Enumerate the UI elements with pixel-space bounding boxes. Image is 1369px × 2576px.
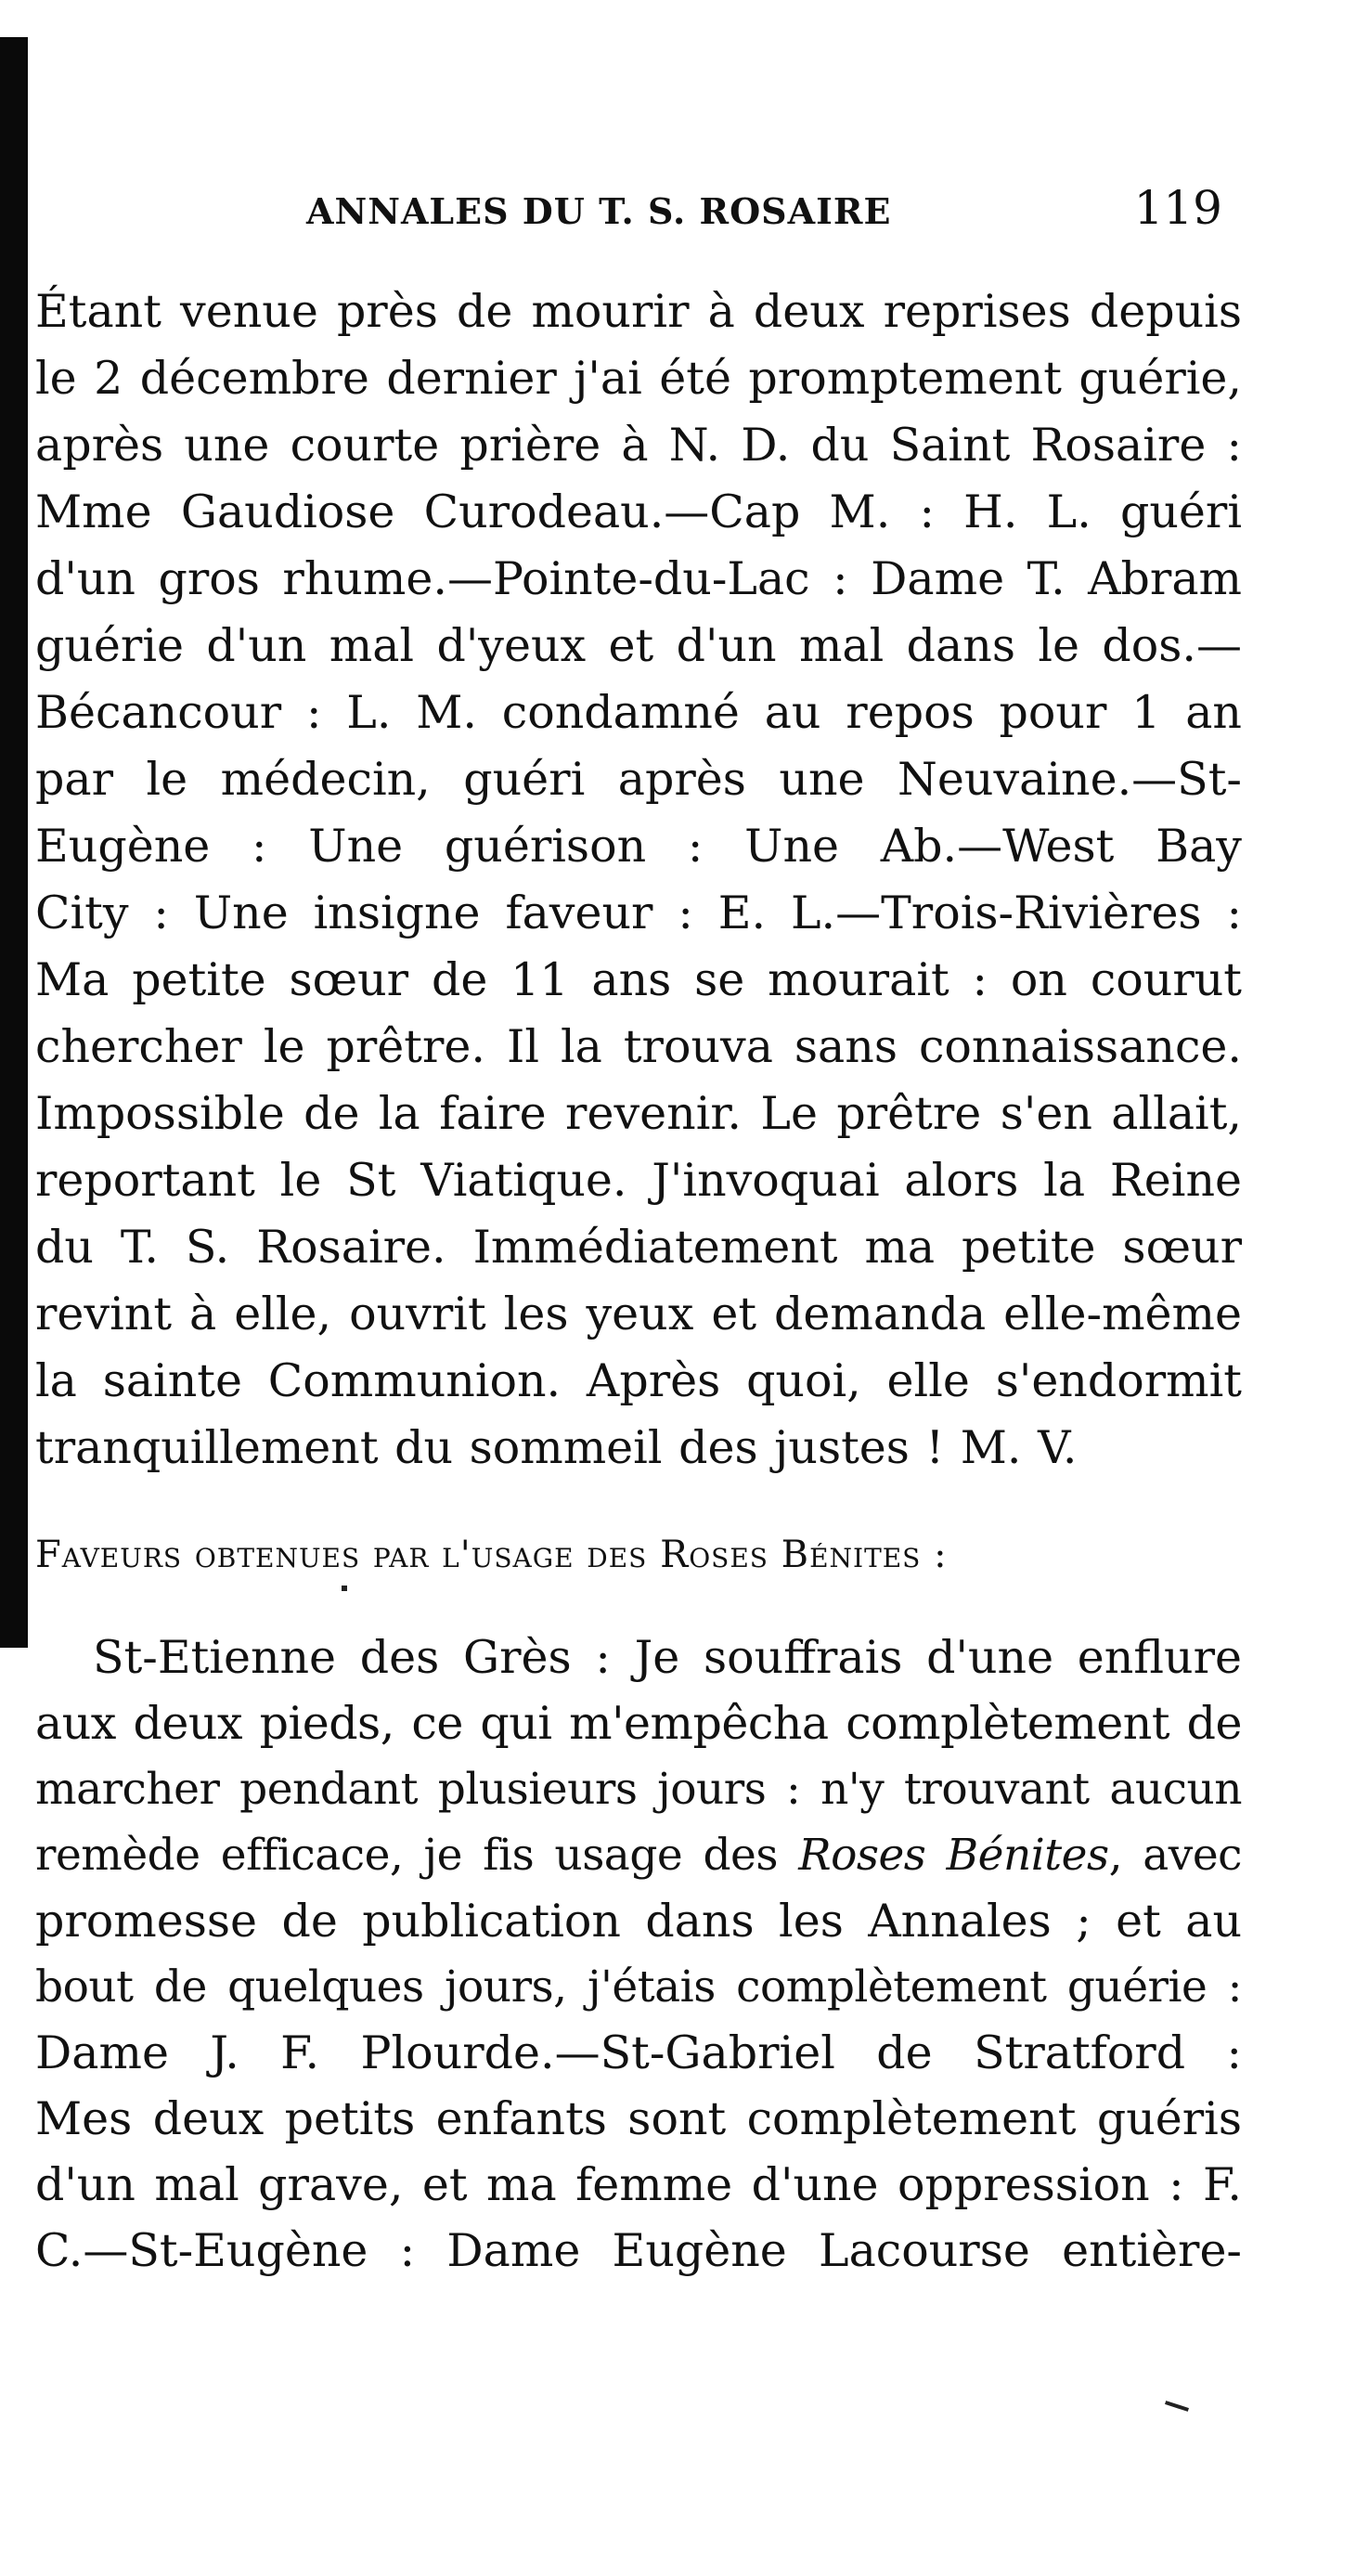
paragraph-roses-benites — [35, 1625, 1242, 2284]
text-line: St-Etienne des Grès : Je souffrais d'une enflure — [93, 1631, 1242, 1684]
page-number: 119 — [1133, 181, 1222, 235]
text-line: Étant venue près de mourir à deux reprises depuis — [35, 285, 1242, 338]
text-line: Impossible de la faire revenir. Le prêtre s'en allait, — [35, 1087, 1242, 1140]
text-line: Mes deux petits enfants sont complètement guéris — [35, 2092, 1242, 2145]
text-line: reportant le St Viatique. J'invoquai alors la Reine — [35, 1154, 1242, 1207]
text-line: le 2 décembre dernier j'ai été promptement guérie, — [35, 352, 1242, 405]
text-line: C.—St-Eugène : Dame Eugène Lacourse entière- — [35, 2224, 1242, 2277]
print-speck — [342, 1586, 347, 1591]
text-line: guérie d'un mal d'yeux et d'un mal dans le dos.— — [35, 619, 1242, 672]
text-line: la sainte Communion. Après quoi, elle s'endormit — [35, 1354, 1242, 1407]
text-line: Ma petite sœur de 11 ans se mourait : on courut — [35, 953, 1242, 1006]
text-line: d'un gros rhume.—Pointe-du-Lac : Dame T. Abram — [35, 552, 1242, 605]
text-line: Bécancour : L. M. condamné au repos pour 1 an — [35, 686, 1242, 739]
text-line: Dame J. F. Plourde.—St-Gabriel de Stratford : — [35, 2026, 1242, 2079]
book-binding-shadow — [0, 37, 28, 1648]
text-line: tranquillement du sommeil des justes ! M. V. — [35, 1421, 1078, 1474]
text-line: Eugène : Une guérison : Une Ab.—West Bay — [35, 820, 1242, 873]
line-text: , avec — [1108, 1830, 1242, 1881]
text-line: aux deux pieds, ce qui m'empêcha complètement de — [35, 1697, 1242, 1750]
page-header — [306, 181, 1239, 255]
text-line: marcher pendant plusieurs jours : n'y trouvant aucun — [35, 1764, 1242, 1815]
text-line: d'un mal grave, et ma femme d'une oppression : F. — [35, 2158, 1242, 2211]
text-line: revint à elle, ouvrit les yeux et demanda elle-même — [35, 1288, 1242, 1340]
running-title: ANNALES DU T. S. ROSAIRE — [306, 190, 892, 232]
text-line-with-italic — [35, 1822, 1242, 1888]
text-line: chercher le prêtre. Il la trouva sans connaissance. — [35, 1020, 1242, 1073]
paragraph-testimonies — [35, 278, 1242, 1482]
text-line: par le médecin, guéri après une Neuvaine.—St- — [35, 753, 1242, 806]
section-heading: Faveurs obtenues par l'usage des Roses Bénites : — [35, 1534, 948, 1576]
text-line: bout de quelques jours, j'étais complètement guérie : — [35, 1961, 1242, 2013]
text-line: du T. S. Rosaire. Immédiatement ma petite sœur — [35, 1221, 1242, 1274]
text-line: après une courte prière à N. D. du Saint Rosaire : — [35, 419, 1242, 472]
print-speck — [1165, 2401, 1189, 2412]
text-line: City : Une insigne faveur : E. L.—Trois-Rivières : — [35, 887, 1242, 939]
text-line: promesse de publication dans les Annales ; et au — [35, 1895, 1242, 1948]
text-line: Mme Gaudiose Curodeau.—Cap M. : H. L. guéri — [35, 485, 1242, 538]
italic-title: Roses Bénites — [798, 1830, 1109, 1881]
line-text: remède efficace, je fis usage des — [35, 1830, 778, 1881]
